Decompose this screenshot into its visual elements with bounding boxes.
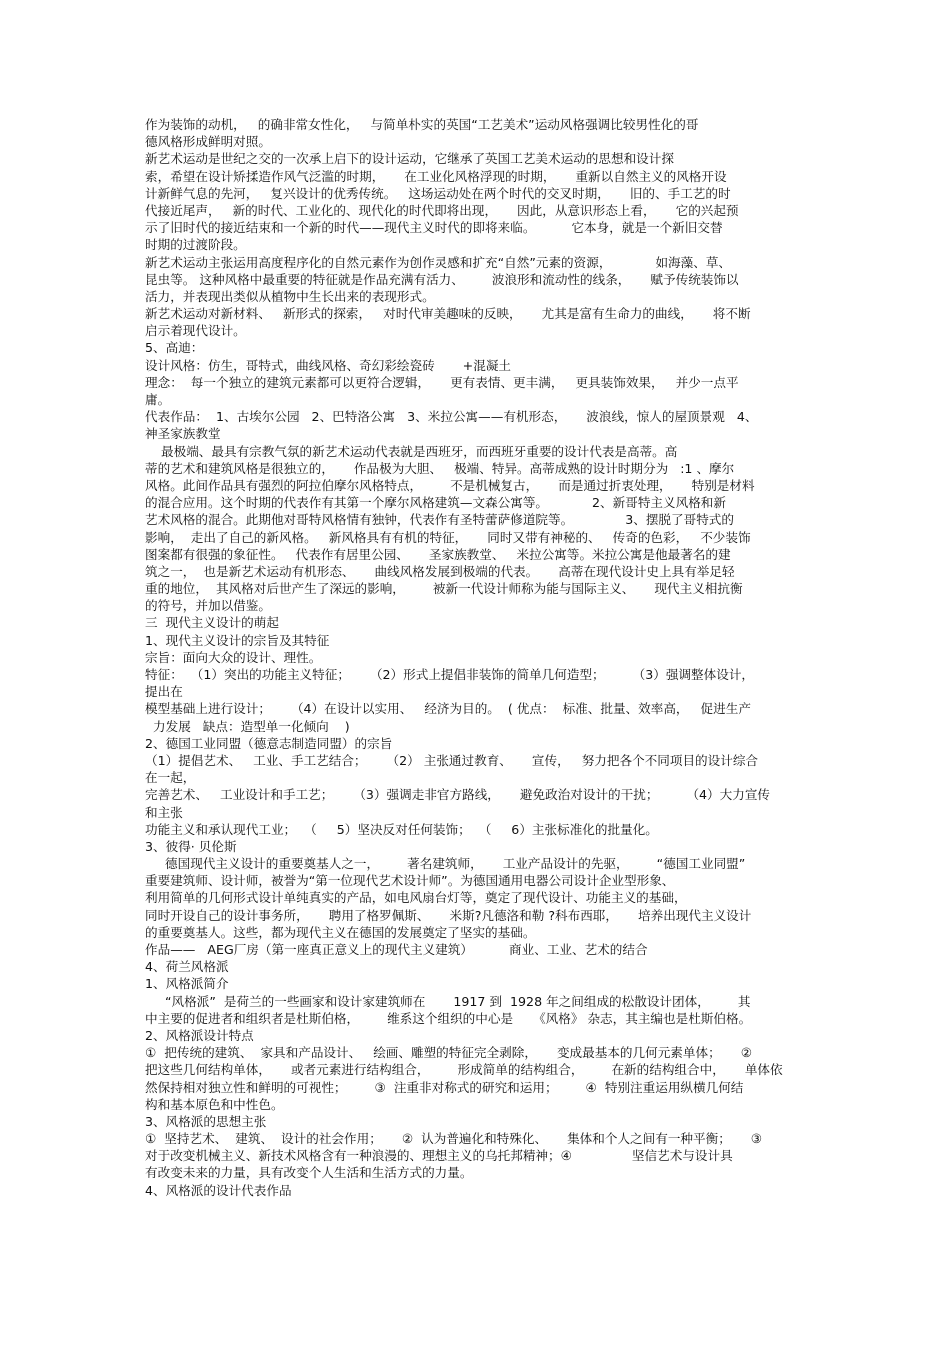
section-heading: 1、风格派简介 <box>145 976 229 992</box>
text-line: 风格。此间作品具有强烈的阿拉伯摩尔风格特点， 不是机械复古， 而是通过折衷处理， 特别是材料 <box>145 477 755 493</box>
section-heading: 4、风格派的设计代表作品 <box>145 1182 292 1198</box>
text-line: 昆虫等。 这种风格中最重要的特征就是作品充满有活力、 波浪形和流动性的线条， 赋予传统装饰以 <box>145 271 739 287</box>
text-line: 中主要的促进者和组织者是杜斯伯格， 维系这个组织的中心是 《风格》 杂志，其主编也是杜斯伯格。 <box>145 1010 752 1026</box>
text-line: 构和基本原色和中性色。 <box>145 1096 284 1112</box>
text-line: 代接近尾声， 新的时代、工业化的、现代化的时代即将出现， 因此，从意识形态上看， 它的兴起预 <box>145 202 739 218</box>
text-line: 筑之一， 也是新艺术运动有机形态、 曲线风格发展到极端的代表。 高蒂在现代设计史上具有举足轻 <box>145 563 735 579</box>
text-line: 的重要奠基人。这些，都为现代主义在德国的发展奠定了坚实的基础。 <box>145 924 536 940</box>
text-line: 索，希望在设计矫揉造作风气泛滥的时期， 在工业化风格浮现的时期， 重新以自然主义的风格开设 <box>145 168 727 184</box>
text-line: 设计风格：仿生，哥特式，曲线风格、奇幻彩绘瓷砖 +混凝土 <box>145 357 512 373</box>
text-line: 和主张 <box>145 804 183 820</box>
text-line: 启示着现代设计。 <box>145 323 246 339</box>
text-line: 最极端、最具有宗教气氛的新艺术运动代表就是西班牙，而西班牙重要的设计代表是高蒂。高 <box>145 443 678 459</box>
text-line: 的符号，并加以借鉴。 <box>145 598 271 614</box>
text-line: 功能主义和承认现代工业； （ 5）坚决反对任何装饰； （ 6）主张标准化的批量化。 <box>145 821 658 837</box>
text-line: 然保持相对独立性和鲜明的可视性； ③ 注重非对称式的研究和运用； ④ 特别注重运用纵横几何结 <box>145 1079 744 1095</box>
text-line: 有改变未来的力量，具有改变个人生活和生活方式的力量。 <box>145 1165 473 1181</box>
text-line: 特征： （1）突出的功能主义特征； （2）形式上提倡非装饰的简单几何造型； （3）强调整体设计， <box>145 667 755 682</box>
text-line: 艺术风格的混合。此期他对哥特风格情有独钟，代表作有圣特蕾萨修道院等。 3、摆脱了哥特式的 <box>145 512 734 528</box>
text-line: 模型基础上进行设计； （4）在设计以实用、 经济为目的。 ( 优点： 标准、批量、效率高， 促进生产 <box>145 701 751 717</box>
text-line: 示了旧时代的接近结束和一个新的时代——现代主义时代的即将来临。 它本身，就是一个新旧交替 <box>145 220 723 236</box>
section-heading: 2、德国工业同盟（德意志制造同盟）的宗旨 <box>145 735 393 751</box>
text-line: 同时开设自己的设计事务所， 聘用了格罗佩斯、 米斯?凡德洛和勒 ?科布西耶， 培养出现代主义设计 <box>145 907 752 923</box>
text-line: ① 坚持艺术、 建筑、 设计的社会作用； ② 认为普遍化和特殊化、 集体和个人之间有一种平衡； ③ <box>145 1131 763 1147</box>
section-heading: 1、现代主义设计的宗旨及其特征 <box>145 632 330 648</box>
text-line: 作为装饰的动机， 的确非常女性化， 与简单朴实的英国“工艺美术”运动风格强调比较男性化的哥 <box>145 117 699 132</box>
section-heading: 3、彼得· 贝伦斯 <box>145 838 237 854</box>
text-line: 力发展 缺点：造型单一化倾向 ) <box>145 718 350 734</box>
text-line: 计新鲜气息的先河， 复兴设计的优秀传统。 这场运动处在两个时代的交叉时期， 旧的、手工艺的时 <box>145 185 731 201</box>
text-line: “风格派” 是荷兰的一些画家和设计家建筑师在 1917 到 1928 年之间组成的松散设计团体， 其 <box>145 993 751 1009</box>
section-heading: 3、风格派的思想主张 <box>145 1113 267 1129</box>
text-line: 提出在 <box>145 684 183 700</box>
document-body <box>145 116 810 1199</box>
text-line: ① 把传统的建筑、 家具和产品设计、 绘画、雕塑的特征完全剥除， 变成最基本的几何元素单体； ② <box>145 1045 752 1061</box>
section-heading: 2、风格派设计特点 <box>145 1027 254 1043</box>
text-line: 影响， 走出了自己的新风格。 新风格具有有机的特征， 同时又带有神秘的、 传奇的色彩， 不少装饰 <box>145 529 751 545</box>
text-line: 作品—— AEG厂房（第一座真正意义上的现代主义建筑） 商业、工业、艺术的结合 <box>145 942 648 957</box>
text-line: 的混合应用。这个时期的代表作有其第一个摩尔风格建筑—文森公寓等。 2、新哥特主义风格和新 <box>145 495 726 511</box>
text-line: 利用简单的几何形式设计单纯真实的产品，如电风扇台灯等，奠定了现代设计、功能主义的基础， <box>145 890 687 906</box>
text-line: 活力，并表现出类似从植物中生长出来的表现形式。 <box>145 288 435 304</box>
section-heading: 5、高迪： <box>145 340 204 356</box>
text-line: 蒂的艺术和建筑风格是很独立的， 作品极为大胆、 极端、特异。高蒂成熟的设计时期分为 :1 、摩尔 <box>145 460 735 476</box>
text-line: 新艺术运动对新材料、 新形式的探索， 对时代审美趣味的反映， 尤其是富有生命力的曲线， 将不断 <box>145 306 751 322</box>
section-heading: 4、荷兰风格派 <box>145 959 229 975</box>
section-heading: 三 现代主义设计的萌起 <box>145 615 279 631</box>
text-line: 代表作品： 1、古埃尔公园 2、巴特洛公寓 3、米拉公寓——有机形态， 波浪线，惊人的屋顶景观 4、 <box>145 409 758 425</box>
text-line: 在一起， <box>145 770 196 786</box>
text-line: 庸。 <box>145 392 171 407</box>
text-line: 新艺术运动主张运用高度程序化的自然元素作为创作灵感和扩充“自然”元素的资源， 如海藻、草、 <box>145 254 732 270</box>
text-line: 新艺术运动是世纪之交的一次承上启下的设计运动，它继承了英国工艺美术运动的思想和设计探 <box>145 151 674 167</box>
text-line: 图案都有很强的象征性。 代表作有居里公园、 圣家族教堂、 米拉公寓等。米拉公寓是他最著名的建 <box>145 546 731 562</box>
text-line: （1）提倡艺术、 工业、手工艺结合； （2） 主张通过教育、 宣传， 努力把各个不同项目的设计综合 <box>145 752 759 768</box>
text-line: 重要建筑师、设计师，被誉为“第一位现代艺术设计师”。为德国通用电器公司设计企业型形象、 <box>145 873 675 889</box>
text-line: 时期的过渡阶段。 <box>145 237 246 253</box>
text-line: 重的地位， 其风格对后世产生了深远的影响， 被新一代设计师称为能与国际主义、 现代主义相抗衡 <box>145 581 743 597</box>
text-line: 完善艺术、 工业设计和手工艺； （3）强调走非官方路线， 避免政治对设计的干扰； （4）大力宣传 <box>145 787 771 803</box>
text-line: 理念： 每一个独立的建筑元素都可以更符合逻辑， 更有表情、更丰满， 更具装饰效果， 并少一点平 <box>145 374 739 390</box>
text-line: 德国现代主义设计的重要奠基人之一， 著名建筑师， 工业产品设计的先驱， “德国工业同盟” <box>145 856 746 872</box>
text-line: 德风格形成鲜明对照。 <box>145 134 271 150</box>
text-line: 宗旨：面向大众的设计、理性。 <box>145 649 322 665</box>
text-line: 对于改变机械主义、新技术风格含有一种浪漫的、理想主义的乌托邦精神；④ 坚信艺术与设计具 <box>145 1148 733 1164</box>
text-line: 神圣家族教堂 <box>145 426 221 442</box>
text-line: 把这些几何结构单体， 或者元素进行结构组合， 形成简单的结构组合， 在新的结构组合中， 单体依 <box>145 1062 783 1078</box>
